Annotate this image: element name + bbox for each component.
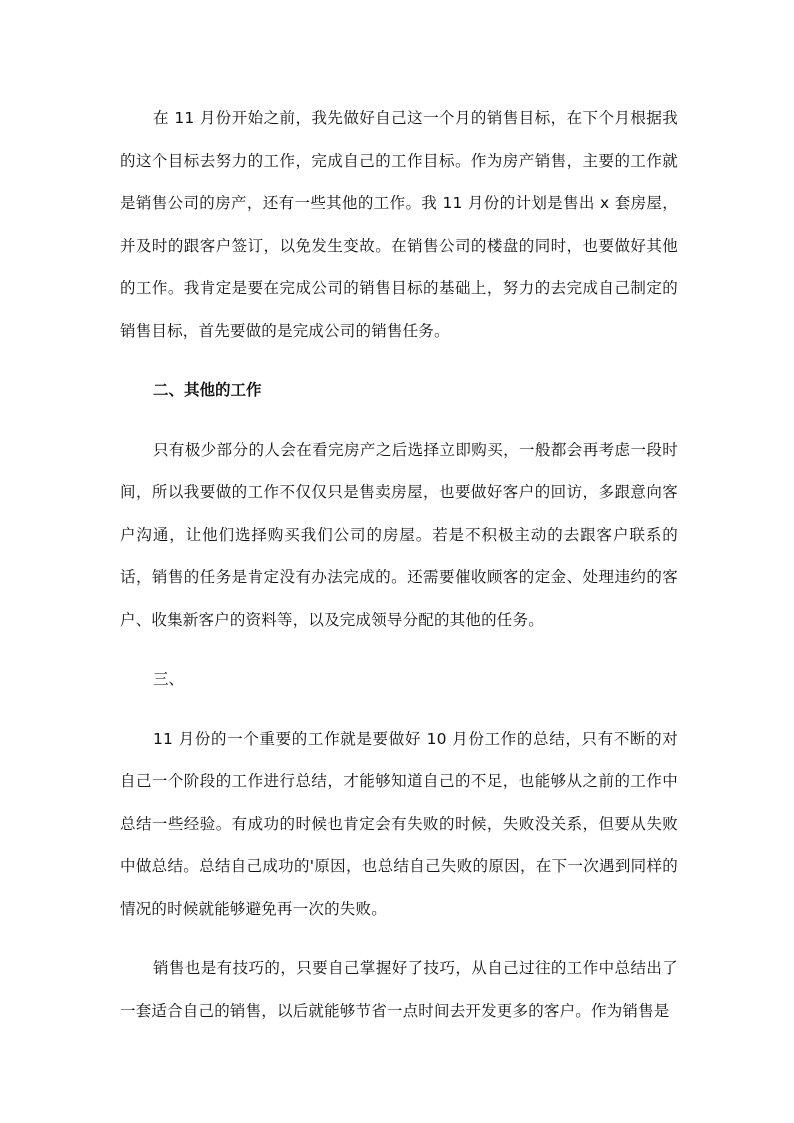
- paragraph-other-work: 只有极少部分的人会在看完房产之后选择立即购买，一般都会再考虑一段时间，所以我要做的工作不仅仅只是售卖房屋，也要做好客户的回访，多跟意向客户沟通，让他们选择购买我们公司的房屋。若是不积极主动的去跟客户联系的话，销售的任务是肯定没有办法完成的。还需要催收顾客的定金、处理违约的客户、收集新客户的资料等，以及完成领导分配的其他的任务。: [120, 440, 678, 629]
- paragraph-summary: 11 月份的一个重要的工作就是要做好 10 月份工作的总结，只有不断的对自己一个阶段的工作进行总结，才能够知道自己的不足，也能够从之前的工作中总结一些经验。有成功的时候也肯定会有失败的时候，失败没关系，但要从失败中做总结。总结自己成功的'原因，也总结自己失败的原因，在下一次遇到同样的情况的时候就能够避免再一次的失败。: [120, 729, 678, 918]
- document-body: [120, 97, 678, 1032]
- section-heading-other-work: 二、其他的工作: [153, 381, 262, 399]
- paragraph-sales-skills: 销售也是有技巧的，只要自己掌握好了技巧，从自己过往的工作中总结出了一套适合自己的销售，以后就能够节省一点时间去开发更多的客户。作为销售是: [120, 959, 678, 1020]
- paragraph-gap: [120, 701, 678, 718]
- paragraph-gap: [120, 352, 678, 369]
- paragraph-gap: [120, 930, 678, 947]
- paragraph-gap: [120, 641, 678, 658]
- paragraph-gap: [120, 412, 678, 429]
- section-heading-three: 三、: [153, 670, 185, 688]
- paragraph-sales-target: 在 11 月份开始之前，我先做好自己这一个月的销售目标，在下个月根据我的这个目标去努力的工作，完成自己的工作目标。作为房产销售，主要的工作就是销售公司的房产，还有一些其他的工作。我 11 月份的计划是售出 x 套房屋，并及时的跟客户签订，以免发生变故。在销售公司的楼盘的同时，也要做好其他的工作。我肯定是要在完成公司的销售目标的基础上，努力的去完成自己制定的销售目标，首先要做的是完成公司的销售任务。: [120, 109, 678, 340]
